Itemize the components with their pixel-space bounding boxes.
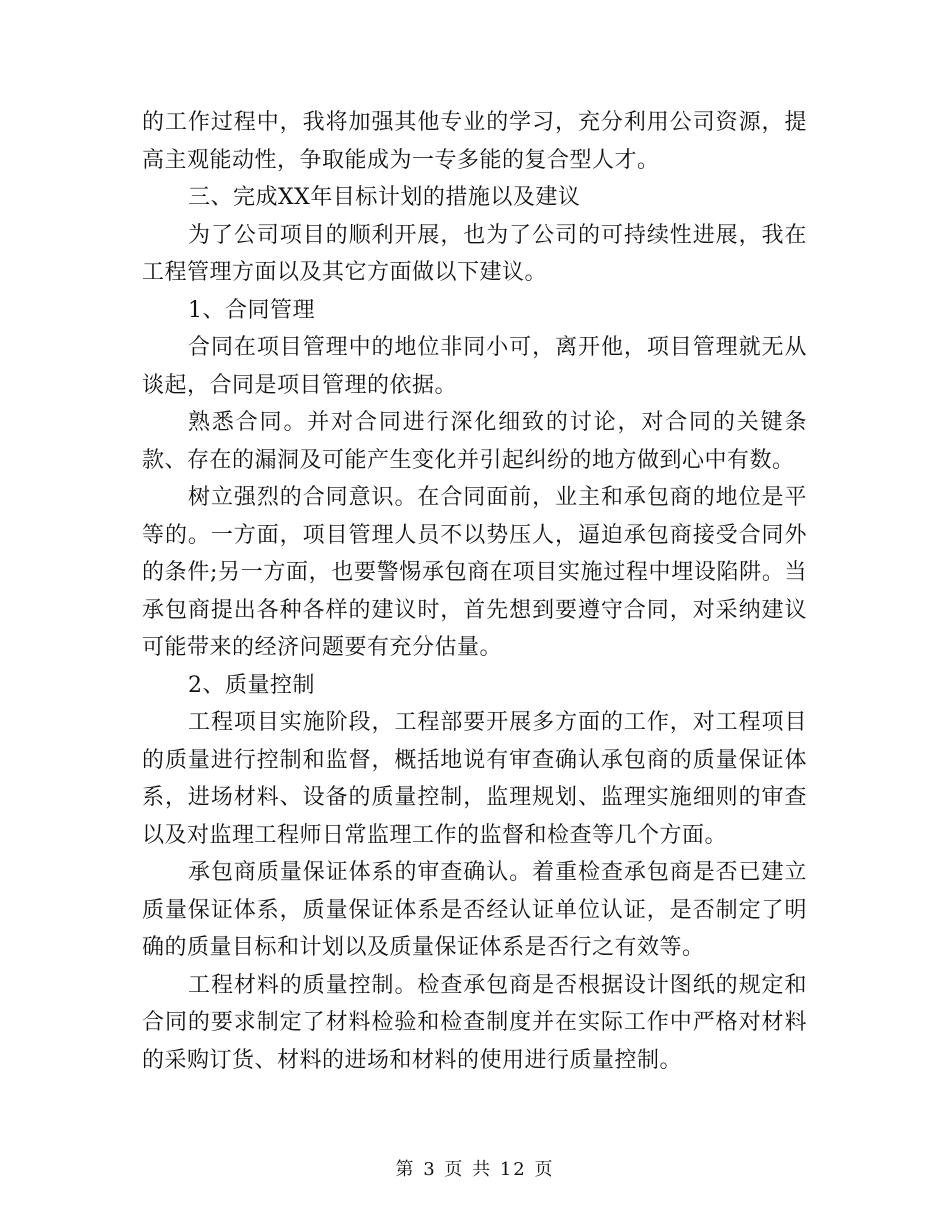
paragraph-2: 为了公司项目的顺利开展，也为了公司的可持续性进展，我在工程管理方面以及其它方面做以下建议。 [142,222,807,285]
section-heading-3: 三、完成XX年目标计划的措施以及建议 [188,185,581,210]
paragraph-8: 工程材料的质量控制。检查承包商是否根据设计图纸的规定和合同的要求制定了材料检验和检查制度并在实际工作中严格对材料的采购订货、材料的进场和材料的使用进行质量控制。 [142,972,807,1073]
subheading-contract-management: 1、合同管理 [188,297,315,323]
paragraph-5: 树立强烈的合同意识。在合同面前，业主和承包商的地位是平等的。一方面，项目管理人员不以势压人，逼迫承包商接受合同外的条件;另一方面，也要警惕承包商在项目实施过程中埋设陷阱。当承包商提出各种各样的建议时，首先想到要遵守合同，对采纳建议可能带来的经济问题要有充分估量。 [142,485,807,660]
paragraph-3: 合同在项目管理中的地位非同小可，离开他，项目管理就无从谈起，合同是项目管理的依据。 [142,335,807,398]
paragraph-6: 工程项目实施阶段，工程部要开展多方面的工作，对工程项目的质量进行控制和监督，概括地说有审查确认承包商的质量保证体系，进场材料、设备的质量控制，监理规划、监理实施细则的审查以及对监理工程师日常监理工作的监督和检查等几个方面。 [142,710,807,848]
subheading-quality-control: 2、质量控制 [188,672,315,698]
paragraph-1: 的工作过程中，我将加强其他专业的学习，充分利用公司资源，提高主观能动性，争取能成为一专多能的复合型人才。 [142,110,807,173]
document-body [142,104,807,1079]
paragraph-7: 承包商质量保证体系的审查确认。着重检查承包商是否已建立质量保证体系，质量保证体系是否经认证单位认证，是否制定了明确的质量目标和计划以及质量保证体系是否行之有效等。 [142,860,807,960]
paragraph-4: 熟悉合同。并对合同进行深化细致的讨论，对合同的关键条款、存在的漏洞及可能产生变化并引起纠纷的地方做到心中有数。 [142,410,807,473]
page-number-footer: 第 3 页 共 12 页 [395,1159,555,1180]
